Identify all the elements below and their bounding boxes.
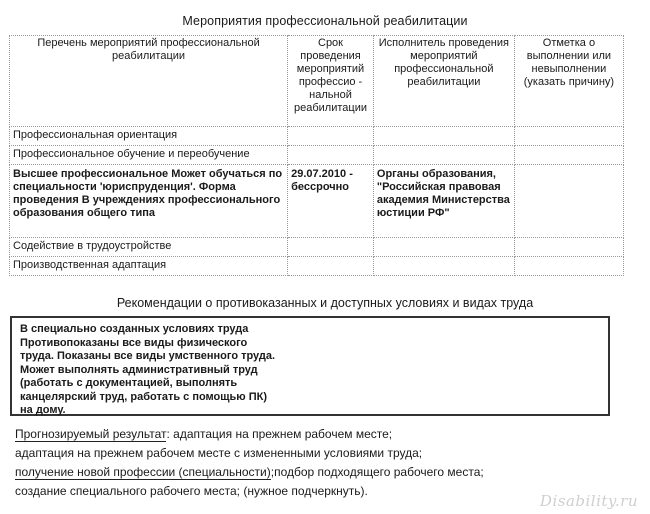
outcome-option-selected: получение новой профессии (специальности) — [15, 465, 271, 479]
row-term — [288, 146, 374, 165]
recommendations-box — [10, 316, 610, 416]
table-row — [10, 257, 624, 276]
row-measure: Содействие в трудоустройстве — [10, 238, 288, 257]
table-row — [10, 165, 624, 238]
recommendation-line: (работать с документацией, выполнять — [20, 377, 238, 389]
page-title: Мероприятия профессиональной реабилитации — [182, 14, 468, 28]
row-mark — [514, 165, 623, 238]
row-executor: Органы образования, "Российская правовая академия Министерства юстиции РФ" — [373, 165, 514, 238]
watermark-logo: Disability.ru — [539, 492, 638, 510]
row-term — [288, 257, 374, 276]
recommendation-line: труда. Показаны все виды умственного труда. — [20, 350, 276, 362]
recommendation-line: Может выполнять административный труд — [20, 363, 258, 376]
recommendation-line: В специально созданных условиях труда — [20, 323, 249, 335]
row-mark — [514, 257, 623, 276]
row-measure: Производственная адаптация — [10, 257, 288, 276]
row-term: 29.07.2010 - бессрочно — [288, 165, 374, 238]
outcome-option: ;подбор подходящего рабочего места; — [270, 465, 484, 479]
row-executor — [373, 127, 514, 146]
outcome-line-3 — [15, 463, 484, 482]
outcome-label: Прогнозируемый результат — [15, 427, 167, 441]
header-executor: Исполнитель проведения мероприятий профессиональной реабилитации — [373, 36, 514, 127]
rehab-table — [9, 35, 624, 276]
recommendation-line: на дому. — [20, 404, 66, 416]
table-row — [10, 146, 624, 165]
recommendation-line: канцелярский труд, работать с помощью ПК) — [20, 390, 268, 403]
predicted-outcome — [15, 425, 484, 501]
outcome-option: адаптация на прежнем рабочем месте с измененными условиями труда; — [15, 446, 423, 460]
row-executor — [373, 257, 514, 276]
outcome-option: создание специального рабочего места; (нужное подчеркнуть). — [15, 484, 368, 498]
row-measure: Профессиональное обучение и переобучение — [10, 146, 288, 165]
recommendation-line: Противопоказаны все виды физического — [20, 336, 248, 349]
outcome-option: : адаптация на прежнем рабочем месте; — [166, 427, 393, 441]
table-row — [10, 238, 624, 257]
row-executor — [373, 146, 514, 165]
row-term — [288, 127, 374, 146]
header-term: Срок проведения мероприятий профессио - нальной реабилитации — [288, 36, 374, 127]
recommendations-title: Рекомендации о противоказанных и доступных условиях и видах труда — [116, 296, 534, 310]
row-mark — [514, 238, 623, 257]
outcome-line-1 — [15, 425, 484, 444]
row-executor — [373, 238, 514, 257]
table-row — [10, 127, 624, 146]
table-header-row — [10, 36, 624, 127]
row-term — [288, 238, 374, 257]
row-measure: Профессиональная ориентация — [10, 127, 288, 146]
row-mark — [514, 127, 623, 146]
header-measures: Перечень мероприятий профессиональной реабилитации — [10, 36, 288, 127]
row-mark — [514, 146, 623, 165]
header-mark: Отметка о выполнении или невыполнении (указать причину) — [514, 36, 623, 127]
row-measure: Высшее профессиональное Может обучаться по специальности 'юриспруденция'. Форма проведения В учреждениях профессионального образования общего типа — [10, 165, 288, 238]
